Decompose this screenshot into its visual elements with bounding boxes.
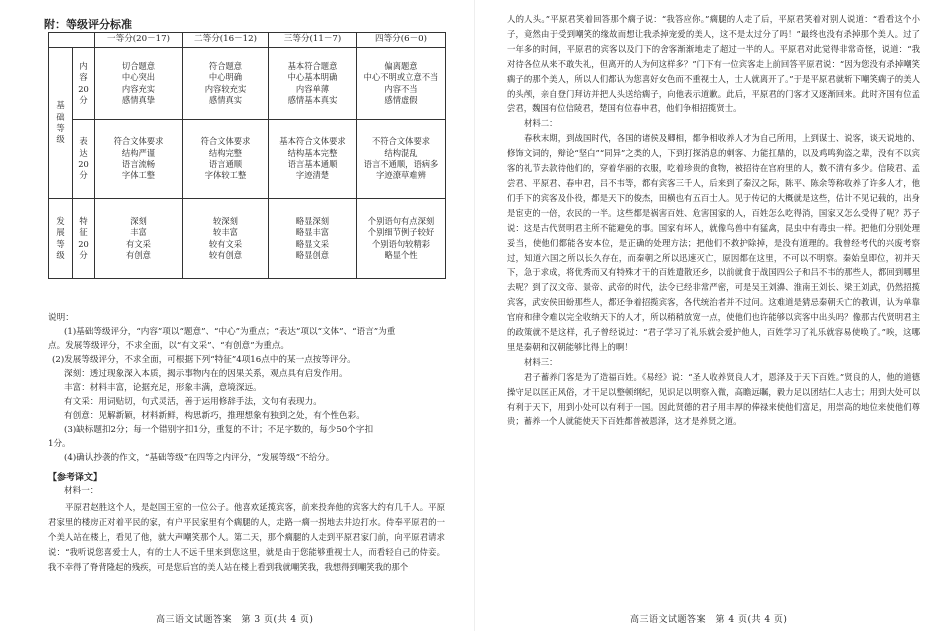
- reference-translation-title: 【参考译文】: [48, 473, 103, 483]
- table-cell: 符合文体要求 结构严谨 语言流畅 字体工整: [95, 120, 183, 199]
- section-label-basic: 基 础 等 级: [49, 48, 73, 199]
- material-two-label: 材料二：: [524, 118, 558, 129]
- row-label-feature: 特 征 20 分: [73, 199, 95, 279]
- table-cell: 深刻 丰富 有文采 有创意: [95, 199, 183, 279]
- row-label-expression: 表 达 20 分: [73, 120, 95, 199]
- page-footer-3: 高三语文试题答案 第 3 页(共 4 页): [156, 615, 314, 625]
- note-line: 深刻：透过现象深入本质，揭示事物内在的因果关系，观点具有启发作用。: [64, 369, 348, 379]
- header-grade-1: 一等分(20－17): [95, 33, 183, 48]
- note-line: (3)缺标题扣2分；每一个错别字扣1分，重复的不计；不足字数的，每少50个字扣: [64, 425, 374, 435]
- table-row: [49, 120, 446, 199]
- table-row: [49, 199, 446, 279]
- notes-title: 说明：: [48, 313, 74, 323]
- material-one-label: 材料一：: [64, 486, 99, 496]
- table-header-row: [49, 33, 446, 48]
- table-cell: 基本符合题意 中心基本明确 内容单薄 感情基本真实: [269, 48, 357, 120]
- paragraph: 君子蓄养门客是为了造福百姓。《易经》说：“圣人收养贤良人才，恩泽及于天下百姓。”贤良的人，他的道德操守足以匡正风俗，才干足以整顿纲纪，见识足以明察入微，高瞻远瞩，毅力足以团结仁人志士；用到大处可以有利于天下，用到小处可以有利于一国。因此贤德的君子用丰厚的俸禄来使他们富足，用崇高的地位来使他们尊贵；蓄养一个人就能使天下百姓都普被恩泽，这才是养贤之道。: [507, 371, 920, 427]
- table-cell: 符合文体要求 结构完整 语言通顺 字体较工整: [183, 120, 269, 199]
- header-grade-4: 四等分(6－0): [357, 33, 446, 48]
- note-line: (2)发展等级评分，不求全面，可根据下列“特征”4项16点中的某一点按等评分。: [52, 355, 356, 365]
- right-body-text: [507, 12, 920, 429]
- row-label-content: 内 容 20 分: [73, 48, 95, 120]
- table-heading: 附：等级评分标准: [44, 18, 132, 31]
- table-cell: 较深刻 较丰富 较有文采 较有创意: [183, 199, 269, 279]
- table-cell: 符合题意 中心明确 内容较充实 感情真实: [183, 48, 269, 120]
- section-label-development: 发 展 等 级: [49, 199, 73, 279]
- table-cell: 略显深刻 略显丰富 略显文采 略显创意: [269, 199, 357, 279]
- right-page: [475, 0, 950, 631]
- header-grade-2: 二等分(16－12): [183, 33, 269, 48]
- note-line: 1分。: [48, 439, 71, 449]
- table-cell: 偏离题意 中心不明或立意不当 内容不当 感情虚假: [357, 48, 446, 120]
- header-grade-3: 三等分(11－7): [269, 33, 357, 48]
- page-footer-4: 高三语文试题答案 第 4 页(共 4 页): [630, 615, 788, 625]
- table-cell: 切合题意 中心突出 内容充实 感情真挚: [95, 48, 183, 120]
- table-cell: 不符合文体要求 结构混乱 语言不通顺，语病多 字迹潦草难辨: [357, 120, 446, 199]
- table-cell: 个别语句有点深刻 个别细节例子较好 个别语句较精彩 略显个性: [357, 199, 446, 279]
- paragraph: 人的人头。”平原君笑着回答那个瘸子说：“我答应你。”瘸腿的人走了后，平原君笑着对别人说道：“看看这个小子，竟然由于受到嘲笑的缘故而想让我杀掉宠爱的美人，这不是太过分了吗！”最终也没有杀掉那个美人。过了一年多的时间，平原君的宾客以及门下的舍客渐渐地走了超过一半的人。平原君对此觉得非常奇怪，说道：“我对待各位从来不敢失礼，但离开的人为何这样多？”门下有一位宾客走上前回答平原君说：“因为您没有杀掉嘲笑瘸子的那个美人，所以人们都认为您喜好女色而不重视士人，士人就离开了。”于是平原君就斩下嘲笑瘸子的美人的头颅，亲自登门拜访并把人头送给瘸子，向他表示道歉。此后，平原君的门客才又逐渐回来。此时齐国有位孟尝君，魏国有位信陵君，楚国有位春申君，他们争相招揽贤士。: [507, 14, 920, 114]
- table-cell: 基本符合文体要求 结构基本完整 语言基本通顺 字迹清楚: [269, 120, 357, 199]
- table-row: [49, 48, 446, 120]
- note-line: (4)确认抄袭的作文，“基础等级”在四等之内评分，“发展等级”不给分。: [64, 453, 335, 463]
- grading-table: [48, 32, 446, 279]
- note-line: 点。发展等级评分，不求全面，以“有文采”、“有创意”为重点。: [48, 341, 290, 351]
- paragraph: 春秋末期，到战国时代，各国的诸侯及卿相，都争相收养人才为自己所用，上到谋士、说客，谈天说地的、修饰文词的，辩论“坚白”“同异”之类的人，下到打探消息的刺客、力能扛鼎的，以及鸡鸣狗盗之辈，没有不以宾客的礼节去款待他们的，穿着华丽的衣服，吃着珍贵的食物，被招待在宫府里的人，数不清有多少。信陵君、孟尝君、平原君、春申君，吕不韦等，都有宾客三千人，后来到了秦汉之际，陈平、陈余等称收养了许多人才，他们手下的宾客及仆役，都是天下的俊杰，田横也有五百士人。见于传记的大概就是这些，估计不见记载的，出身是宦吏的一倍，农民的一半。这些都是祸害百姓、危害国家的人，百姓怎么吃得消，国家又怎么受得了呢？苏子说：这是古代贤明君主所不能避免的事。国家有坏人，就像鸟兽中有猛禽，昆虫中有毒虫一样。把他们分别处理妥当，使他们都能各安本位，是正确的处理方法；把他们不救护除掉，是没有道理的。我曾经考代的兴废考察过，知道六国之所以长久存在，而秦朝之所以迅速灭亡，原因都在这里，不可以不明察。秦始皇即位，初并天下，急于求成，将优秀而又有特殊才干的百姓遣散还乡，以前就食于战国四公子和吕不韦的那些人，都回到哪里去呢？到了汉文帝、景帝、武帝的时代，法令已经非常严密，可是吴王刘濞、淮南王刘长、梁王刘武，仍然招揽宾客，武安侯田蚡那些人，都还争着招揽宾客，各代统治者并不过问。这难道是猜忌秦朝夭亡的教训，认为单靠官府和律令难以完全收纳天下的人才，所以稍稍放宽一点，使他们也许能够以宾客中出头吗？像那古代贤明君主的政策就不是这样，孔子曾经说过：“君子学习了礼乐就会爱护他人，百姓学习了礼乐就容易使唤了。”唉，这哪里是秦朝和汉朝能够比得上的啊！: [507, 133, 920, 352]
- material-one-translation: 平原君赵胜这个人，是赵国王室的一位公子。他喜欢延揽宾客，前来投奔他的宾客大约有几千人。平原君家里的楼房正对着平民的家，有户平民家里有个瘸腿的人，走路一瘸一拐地去井边打水。侍奉平原君的一个美人站在楼上，看见了他，就大声嘲笑那个人。第二天，那个瘸腿的人走到平原君家门前，向平原君请求说：“我听说您喜爱士人，有的士人不远千里来到您这里，就是由于您能够重视士人，而看轻自己的侍妾。我不幸得了脊背隆起的残疾，可是您后宫的美人站在楼上看到我就嘲笑我，我想得到嘲笑我的那个: [48, 502, 445, 572]
- note-line: (1)基础等级评分，“内容”项以“题意”、“中心”为重点；“表达”项以“文体”、“语言”为重: [64, 327, 396, 337]
- note-line: 丰富：材料丰富，论据充足，形象丰满，意境深远。: [64, 383, 262, 393]
- material-three-label: 材料三：: [524, 356, 558, 367]
- note-line: 有创意：见解新颖，材料新鲜，构思新巧，推理想象有独到之处，有个性色彩。: [64, 411, 365, 421]
- note-line: 有文采：用词贴切，句式灵活，善于运用修辞手法，文句有表现力。: [64, 397, 322, 407]
